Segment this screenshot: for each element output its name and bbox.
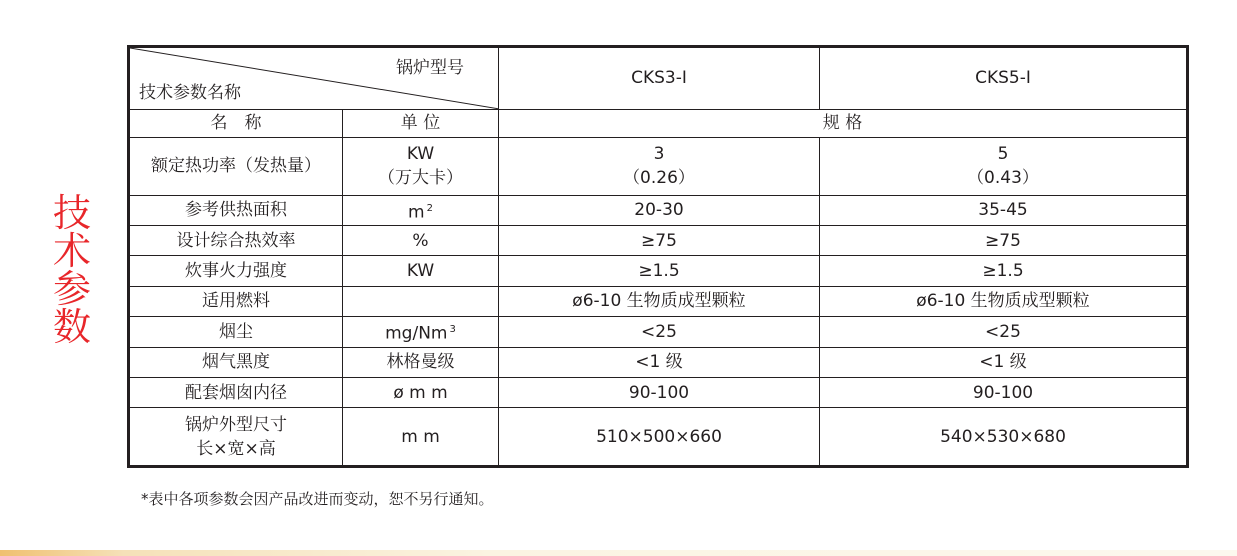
model-2-value: 5 （0.43） [820,138,1188,196]
model-2-value: ≥75 [820,226,1188,256]
subheader-row [129,109,1188,137]
param-name: 烟气黑度 [129,347,343,377]
table-row [129,286,1188,316]
model-2-value: <1 级 [820,347,1188,377]
model-2-value: 35-45 [820,195,1188,225]
name-header: 名 称 [129,109,343,137]
param-unit: m $^2$ [343,195,499,225]
model-1-value: <1 级 [499,347,820,377]
table-row [129,195,1188,225]
param-unit: m m [343,408,499,467]
table-row [129,138,1188,196]
table-row [129,317,1188,347]
model-1-value: 3 （0.26） [499,138,820,196]
model-2-value: 90-100 [820,377,1188,407]
param-unit: KW [343,256,499,286]
param-unit [343,286,499,316]
model-1-value: ø6-10 生物质成型颗粒 [499,286,820,316]
param-name: 适用燃料 [129,286,343,316]
spec-header: 规 格 [499,109,1188,137]
side-title-char: 数 [52,305,91,349]
side-title-char: 参 [52,267,91,311]
corner-param-label: 技术参数名称 [139,82,241,103]
bottom-decor-bar [0,550,1237,556]
corner-header-cell [129,47,499,110]
param-unit: ø m m [343,377,499,407]
param-name: 烟尘 [129,317,343,347]
param-name: 额定热功率（发热量） [129,138,343,196]
param-name: 配套烟囱内径 [129,377,343,407]
spec-table [127,45,1189,468]
param-unit: % [343,226,499,256]
model-2-value: 540×530×680 [820,408,1188,467]
param-unit: KW （万大卡） [343,138,499,196]
table-row [129,408,1188,467]
table-row [129,377,1188,407]
table-row [129,226,1188,256]
model-header-1: CKS3-Ⅰ [499,47,820,110]
side-title-char: 技 [52,191,91,235]
param-name: 设计综合热效率 [129,226,343,256]
footnote: *表中各项参数会因产品改进而变动，恕不另行通知。 [141,490,494,508]
side-title-char: 术 [52,229,91,273]
model-1-value: ≥1.5 [499,256,820,286]
model-2-value: ø6-10 生物质成型颗粒 [820,286,1188,316]
side-title [51,191,93,349]
model-1-value: 510×500×660 [499,408,820,467]
model-1-value: 20-30 [499,195,820,225]
model-1-value: ≥75 [499,226,820,256]
table-header-row [129,47,1188,110]
table-row [129,256,1188,286]
model-2-value: ≥1.5 [820,256,1188,286]
param-name: 炊事火力强度 [129,256,343,286]
param-unit: 林格曼级 [343,347,499,377]
table-row [129,347,1188,377]
model-1-value: 90-100 [499,377,820,407]
corner-model-label: 锅炉型号 [396,58,464,78]
param-unit: mg/Nm $^3$ [343,317,499,347]
param-name: 参考供热面积 [129,195,343,225]
model-1-value: <25 [499,317,820,347]
model-2-value: <25 [820,317,1188,347]
unit-header: 单 位 [343,109,499,137]
model-header-2: CKS5-Ⅰ [820,47,1188,110]
param-name: 锅炉外型尺寸 长×宽×高 [129,408,343,467]
